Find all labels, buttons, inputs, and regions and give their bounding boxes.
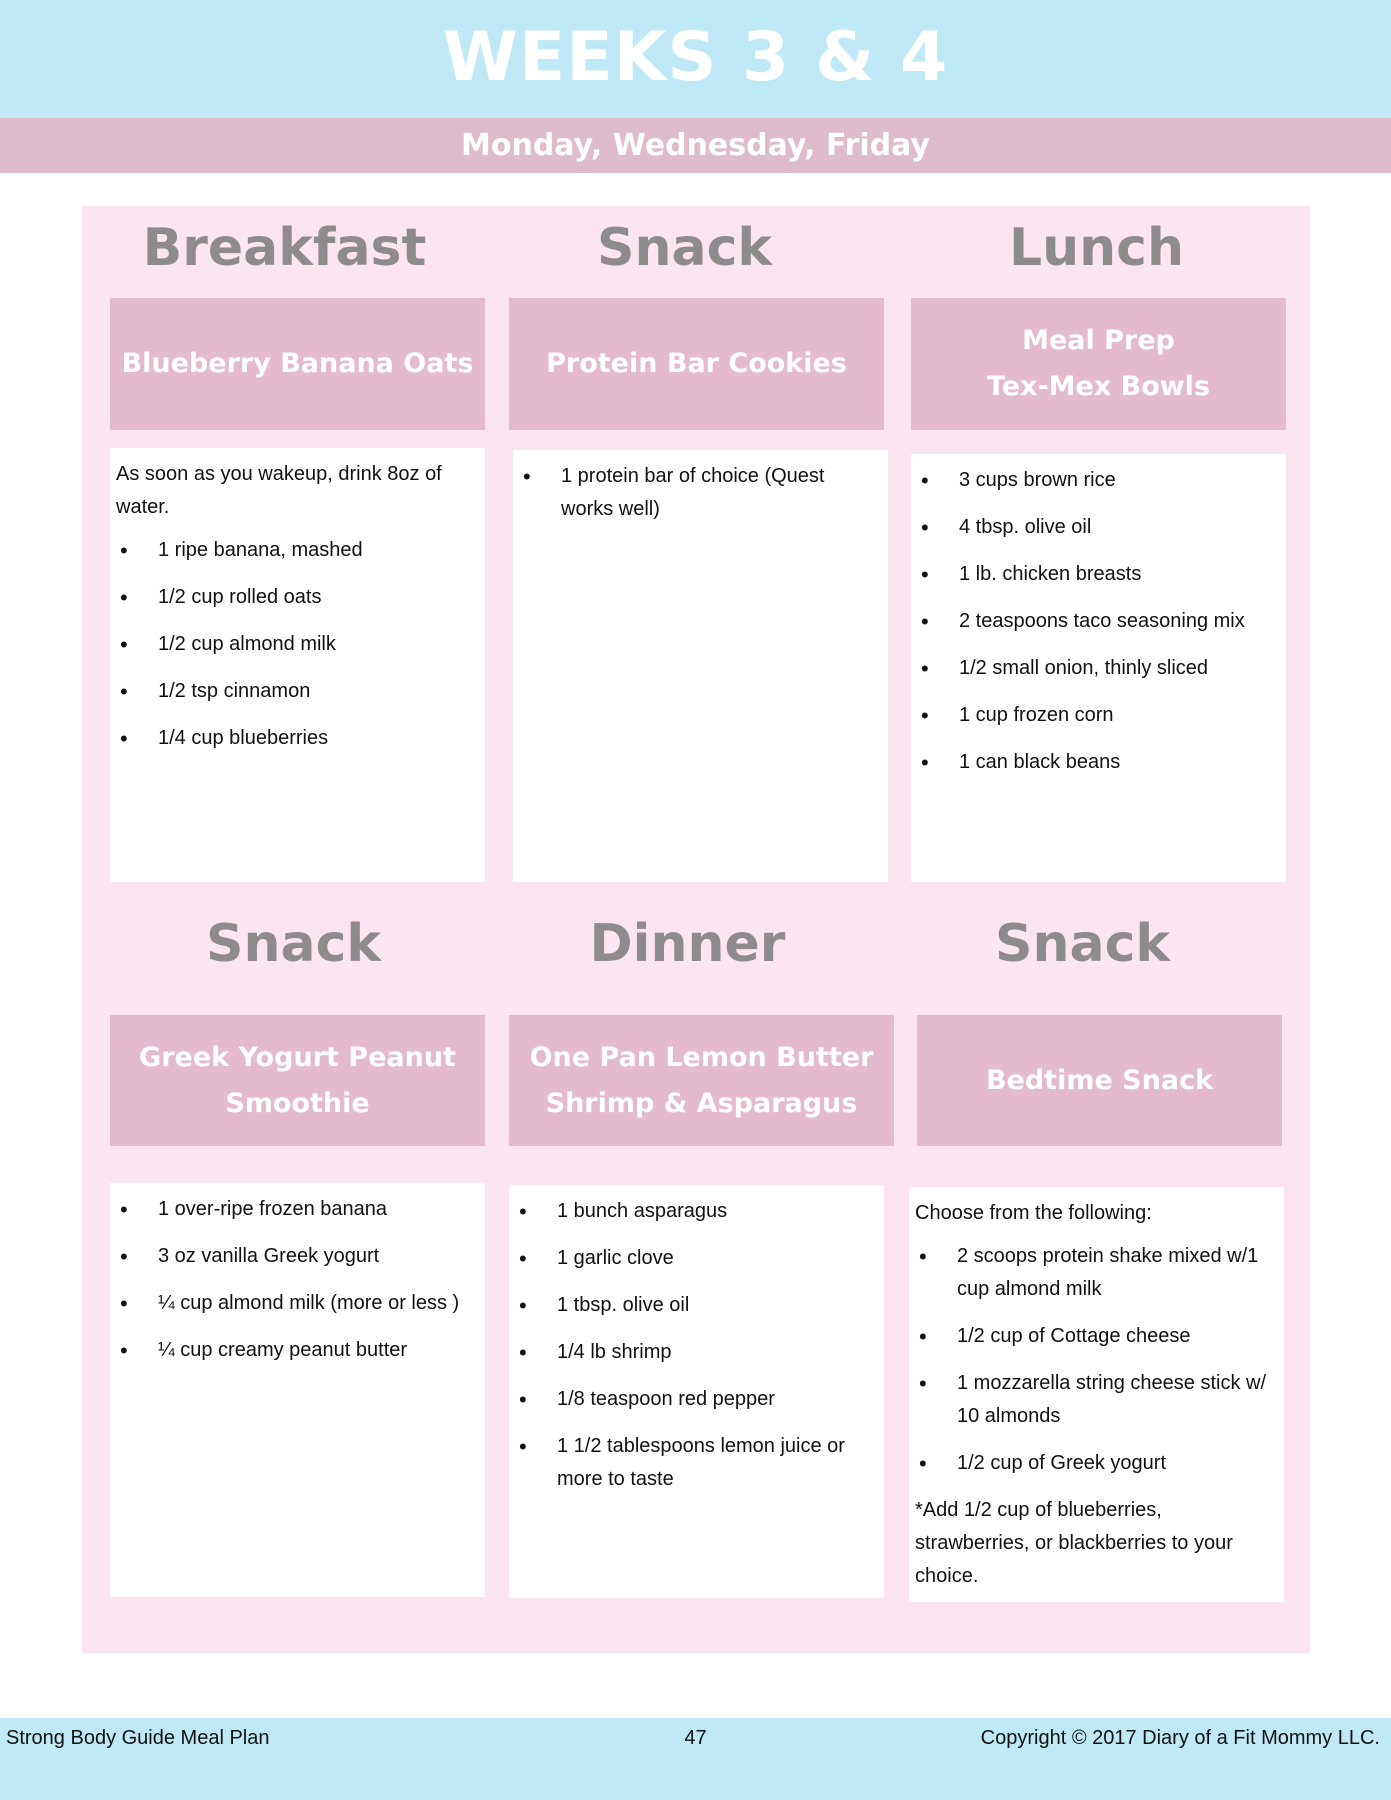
- list-item: • 3 cups brown rice: [917, 464, 1280, 497]
- footer-copyright: Copyright © 2017 Diary of a Fit Mommy LLC.: [980, 1727, 1380, 1749]
- list-item: • 1/2 cup of Cottage cheese: [915, 1320, 1278, 1353]
- ingredient-list: [116, 1193, 479, 1367]
- list-item: • 1 over-ripe frozen banana: [116, 1193, 479, 1226]
- list-item: • 1/2 cup of Greek yogurt: [915, 1447, 1278, 1480]
- meal-heading-snack-2: Snack: [206, 914, 381, 974]
- ingredient-list: [116, 534, 479, 755]
- list-item: • 1 lb. chicken breasts: [917, 558, 1280, 591]
- ingredients-card-breakfast: [110, 448, 485, 882]
- footer-guide-name: Strong Body Guide Meal Plan: [6, 1727, 270, 1749]
- list-item: • 1 ripe banana, mashed: [116, 534, 479, 567]
- list-item: • 1 garlic clove: [515, 1242, 878, 1275]
- recipe-title-snack-2: Greek Yogurt Peanut Smoothie: [110, 1015, 485, 1146]
- recipe-title-lunch: Meal Prep Tex-Mex Bowls: [911, 298, 1286, 430]
- card-intro: As soon as you wakeup, drink 8oz of water.: [116, 463, 442, 518]
- card-intro: Choose from the following:: [915, 1202, 1152, 1224]
- ingredient-list: [917, 464, 1280, 779]
- list-item: • 1 bunch asparagus: [515, 1195, 878, 1228]
- list-item: • 2 scoops protein shake mixed w/1 cup almond milk: [915, 1240, 1278, 1306]
- list-item: • 1/8 teaspoon red pepper: [515, 1383, 878, 1416]
- page-title: WEEKS 3 & 4: [442, 18, 949, 97]
- meal-heading-snack-1: Snack: [597, 218, 772, 278]
- list-item: • 3 oz vanilla Greek yogurt: [116, 1240, 479, 1273]
- list-item: • 1/2 tsp cinnamon: [116, 675, 479, 708]
- list-item: • 1 1/2 tablespoons lemon juice or more to taste: [515, 1430, 878, 1496]
- list-item: • 1/2 cup rolled oats: [116, 581, 479, 614]
- ingredients-card-snack-1: [513, 450, 888, 882]
- meal-heading-lunch: Lunch: [1008, 218, 1185, 278]
- list-item: • 1/2 small onion, thinly sliced: [917, 652, 1280, 685]
- list-item: • 4 tbsp. olive oil: [917, 511, 1280, 544]
- ingredient-list: [519, 460, 882, 526]
- ingredients-card-snack-3: [909, 1187, 1284, 1602]
- page-number: 47: [684, 1727, 707, 1749]
- recipe-title-snack-1: Protein Bar Cookies: [509, 298, 884, 430]
- list-item: • 1 can black beans: [917, 746, 1280, 779]
- list-item: • 1/4 lb shrimp: [515, 1336, 878, 1369]
- recipe-title-breakfast: Blueberry Banana Oats: [110, 298, 485, 430]
- card-note: *Add 1/2 cup of blueberries, strawberries, or blackberries to your choice.: [915, 1499, 1233, 1587]
- list-item: • 1 protein bar of choice (Quest works well): [519, 460, 882, 526]
- meal-heading-dinner: Dinner: [589, 914, 786, 974]
- list-item: • 1 tbsp. olive oil: [515, 1289, 878, 1322]
- list-item: • ¼ cup almond milk (more or less ): [116, 1287, 479, 1320]
- ingredient-list: [515, 1195, 878, 1496]
- ingredient-list: [915, 1240, 1278, 1480]
- ingredients-card-snack-2: [110, 1183, 485, 1597]
- meal-heading-breakfast: Breakfast: [142, 218, 427, 278]
- ingredients-card-dinner: [509, 1185, 884, 1598]
- list-item: • 2 teaspoons taco seasoning mix: [917, 605, 1280, 638]
- list-item: • 1/2 cup almond milk: [116, 628, 479, 661]
- ingredients-card-lunch: [911, 454, 1286, 882]
- page-subtitle: Monday, Wednesday, Friday: [461, 128, 930, 163]
- recipe-title-dinner: One Pan Lemon Butter Shrimp & Asparagus: [509, 1015, 894, 1146]
- recipe-title-snack-3: Bedtime Snack: [917, 1015, 1282, 1146]
- list-item: • ¼ cup creamy peanut butter: [116, 1334, 479, 1367]
- list-item: • 1/4 cup blueberries: [116, 722, 479, 755]
- list-item: • 1 mozzarella string cheese stick w/ 10 almonds: [915, 1367, 1278, 1433]
- meal-heading-snack-3: Snack: [995, 914, 1170, 974]
- list-item: • 1 cup frozen corn: [917, 699, 1280, 732]
